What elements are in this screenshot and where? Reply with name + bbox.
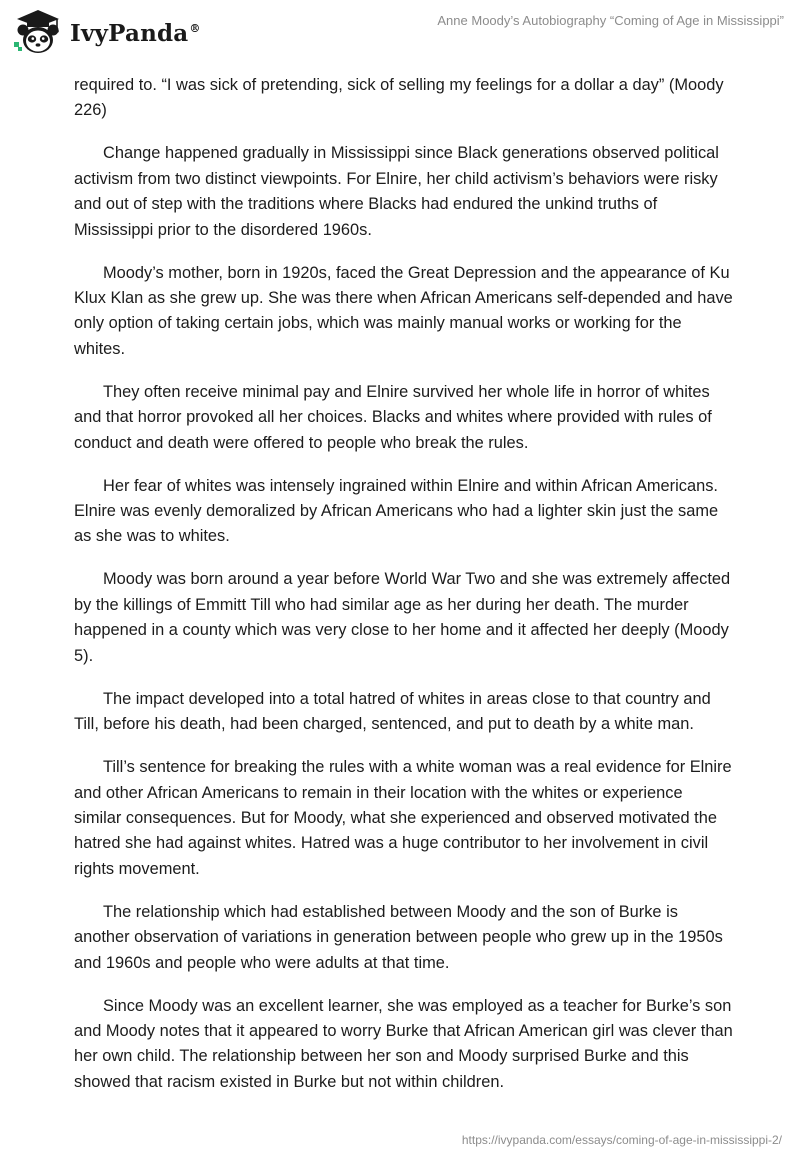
paragraph: The relationship which had established between Moody and the son of Burke is another observation of variations in generation between people who grew up in the 1950s and 1960s and people who were adults at that time. [74,902,723,972]
paragraph-continued: required to. “I was sick of pretending, sick of selling my feelings for a dollar a day” (Moody 226) [74,76,724,120]
paragraph: Change happened gradually in Mississippi since Black generations observed political activism from two distinct viewpoints. For Elnire, her child activism’s behaviors were risky and out of step with the traditions where Blacks had endured the unkind truths of Mississippi prior to the disordered 1960s. [74,144,719,239]
essay-body [74,73,734,1113]
document-title: Anne Moody’s Autobiography “Coming of Age in Mississippi” [437,13,784,28]
paragraph: Moody was born around a year before World War Two and she was extremely affected by the killings of Emmitt Till who had similar age as her during her death. The murder happened in a county which was very close to her home and it affected her deeply (Moody 5). [74,570,731,665]
paragraph: The impact developed into a total hatred of whites in areas close to that country and Till, before his death, had been charged, sentenced, and put to death by a white man. [74,689,711,734]
paragraph: Moody’s mother, born in 1920s, faced the Great Depression and the appearance of Ku Klux Klan as she grew up. She was there when African Americans self-depended and have only option of taking certain jobs, which was mainly manual works or working for the whites. [74,263,733,358]
brand-name: IvyPanda® [70,19,201,47]
paragraph: Her fear of whites was intensely ingrained within Elnire and within African Americans. Elnire was evenly demoralized by African Americans who had a lighter skin just the same as she was to whites. [74,476,719,546]
brand-logo[interactable] [12,8,201,56]
page-header [0,0,800,70]
paragraph: They often receive minimal pay and Elnire survived her whole life in horror of whites and that horror provoked all her choices. Blacks and whites where provided with rules of conduct and death were offered to people who break the rules. [74,382,712,452]
panda-graduate-icon [12,8,64,56]
paragraph: Till’s sentence for breaking the rules with a white woman was a real evidence for Elnire and other African Americans to remain in their location with the whites or experience similar consequences. But for Moody, what she experienced and observed motivated the hatred she had against whites. Hatred was a huge contributor to her involvement in civil rights movement. [74,758,732,878]
paragraph: Since Moody was an excellent learner, she was employed as a teacher for Burke’s son and Moody notes that it appeared to worry Burke that African American girl was clever than her own child. The relationship between her son and Moody surprised Burke and this showed that racism existed in Burke but not within children. [74,996,733,1091]
source-url-link[interactable]: https://ivypanda.com/essays/coming-of-age-in-mississippi-2/ [461,1133,782,1147]
